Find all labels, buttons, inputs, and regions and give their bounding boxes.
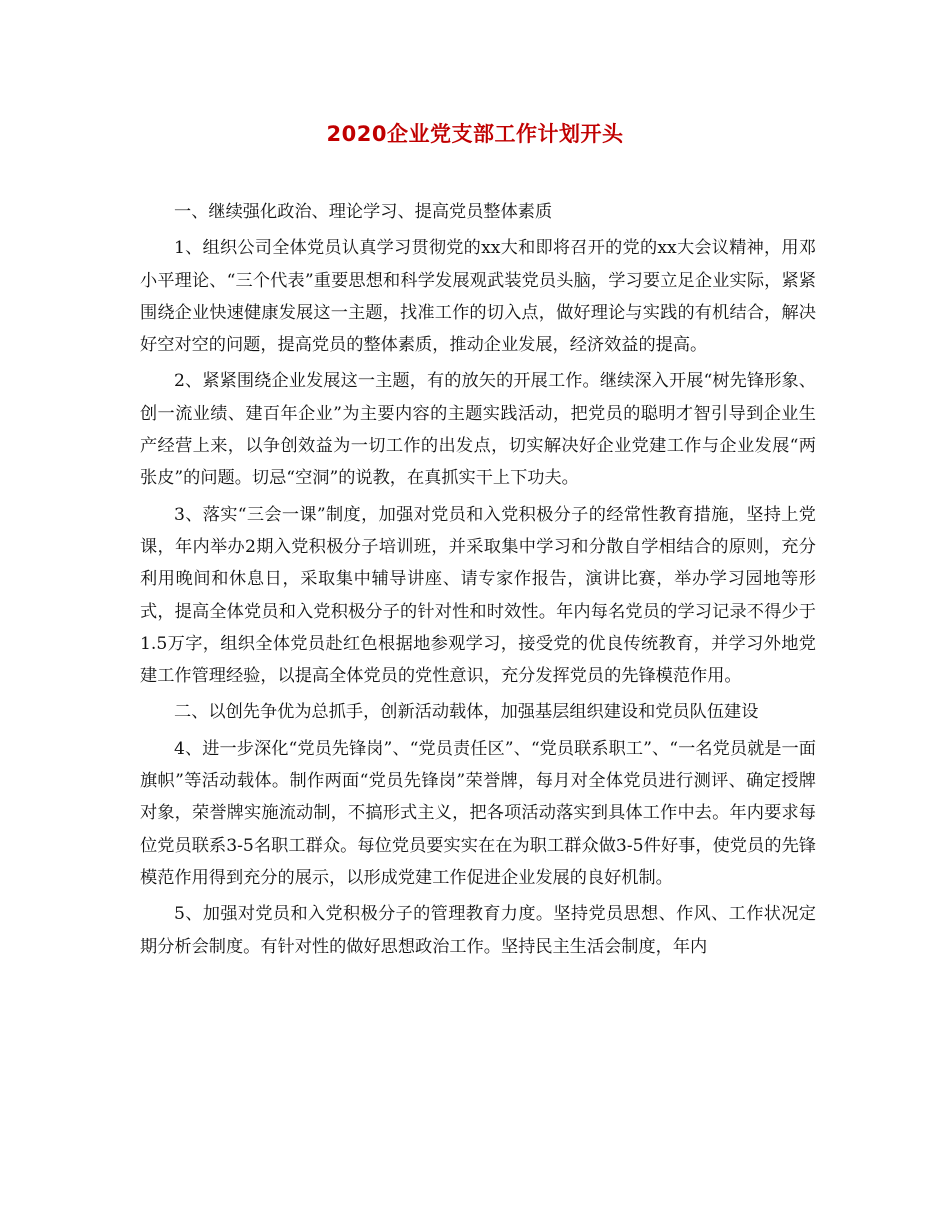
paragraph-item-4: 4、进一步深化“党员先锋岗”、“党员责任区”、“党员联系职工”、“一名党员就是一面旗帜”等活动载体。制作两面“党员先锋岗”荣誉牌，每月对全体党员进行测评、确定授牌对象，荣誉牌实施流动制，不搞形式主义，把各项活动落实到具体工作中去。年内要求每位党员联系3-5名职工群众。每位党员要实实在在为职工群众做3-5件好事，使党员的先锋模范作用得到充分的展示，以形成党建工作促进企业发展的良好机制。 bbox=[140, 738, 816, 888]
document-body bbox=[140, 196, 816, 967]
paragraph-section-2-heading: 二、以创先争优为总抓手，创新活动载体，加强基层组织建设和党员队伍建设 bbox=[174, 702, 759, 723]
document-title: 2020企业党支部工作计划开头 bbox=[326, 122, 624, 146]
paragraph-item-3: 3、落实“三会一课”制度，加强对党员和入党积极分子的经常性教育措施，坚持上党课，年内举办2期入党积极分子培训班，并采取集中学习和分散自学相结合的原则，充分利用晚间和休息日，采取集中辅导讲座、请专家作报告，演讲比赛，举办学习园地等形式，提高全体党员和入党积极分子的针对性和时效性。年内每名党员的学习记录不得少于1.5万字，组织全体党员赴红色根据地参观学习，接受党的优良传统教育，并学习外地党建工作管理经验，以提高全体党员的党性意识，充分发挥党员的先锋模范作用。 bbox=[140, 504, 816, 687]
paragraph-item-5: 5、加强对党员和入党积极分子的管理教育力度。坚持党员思想、作风、工作状况定期分析会制度。有针对性的做好思想政治工作。坚持民主生活会制度，年内 bbox=[140, 904, 816, 957]
paragraph-item-1: 1、组织公司全体党员认真学习贯彻党的xx大和即将召开的党的xx大会议精神，用邓小平理论、“三个代表”重要思想和科学发展观武装党员头脑，学习要立足企业实际，紧紧围绕企业快速健康发展这一主题，找准工作的切入点，做好理论与实践的有机结合，解决好空对空的问题，提高党员的整体素质，推动企业发展，经济效益的提高。 bbox=[140, 238, 816, 356]
paragraph-item-2: 2、紧紧围绕企业发展这一主题，有的放矢的开展工作。继续深入开展“树先锋形象、创一流业绩、建百年企业”为主要内容的主题实践活动，把党员的聪明才智引导到企业生产经营上来，以争创效益为一切工作的出发点，切实解决好企业党建工作与企业发展“两张皮”的问题。切忌“空洞”的说教，在真抓实干上下功夫。 bbox=[140, 371, 816, 489]
paragraph-section-1-heading: 一、继续强化政治、理论学习、提高党员整体素质 bbox=[174, 202, 553, 222]
